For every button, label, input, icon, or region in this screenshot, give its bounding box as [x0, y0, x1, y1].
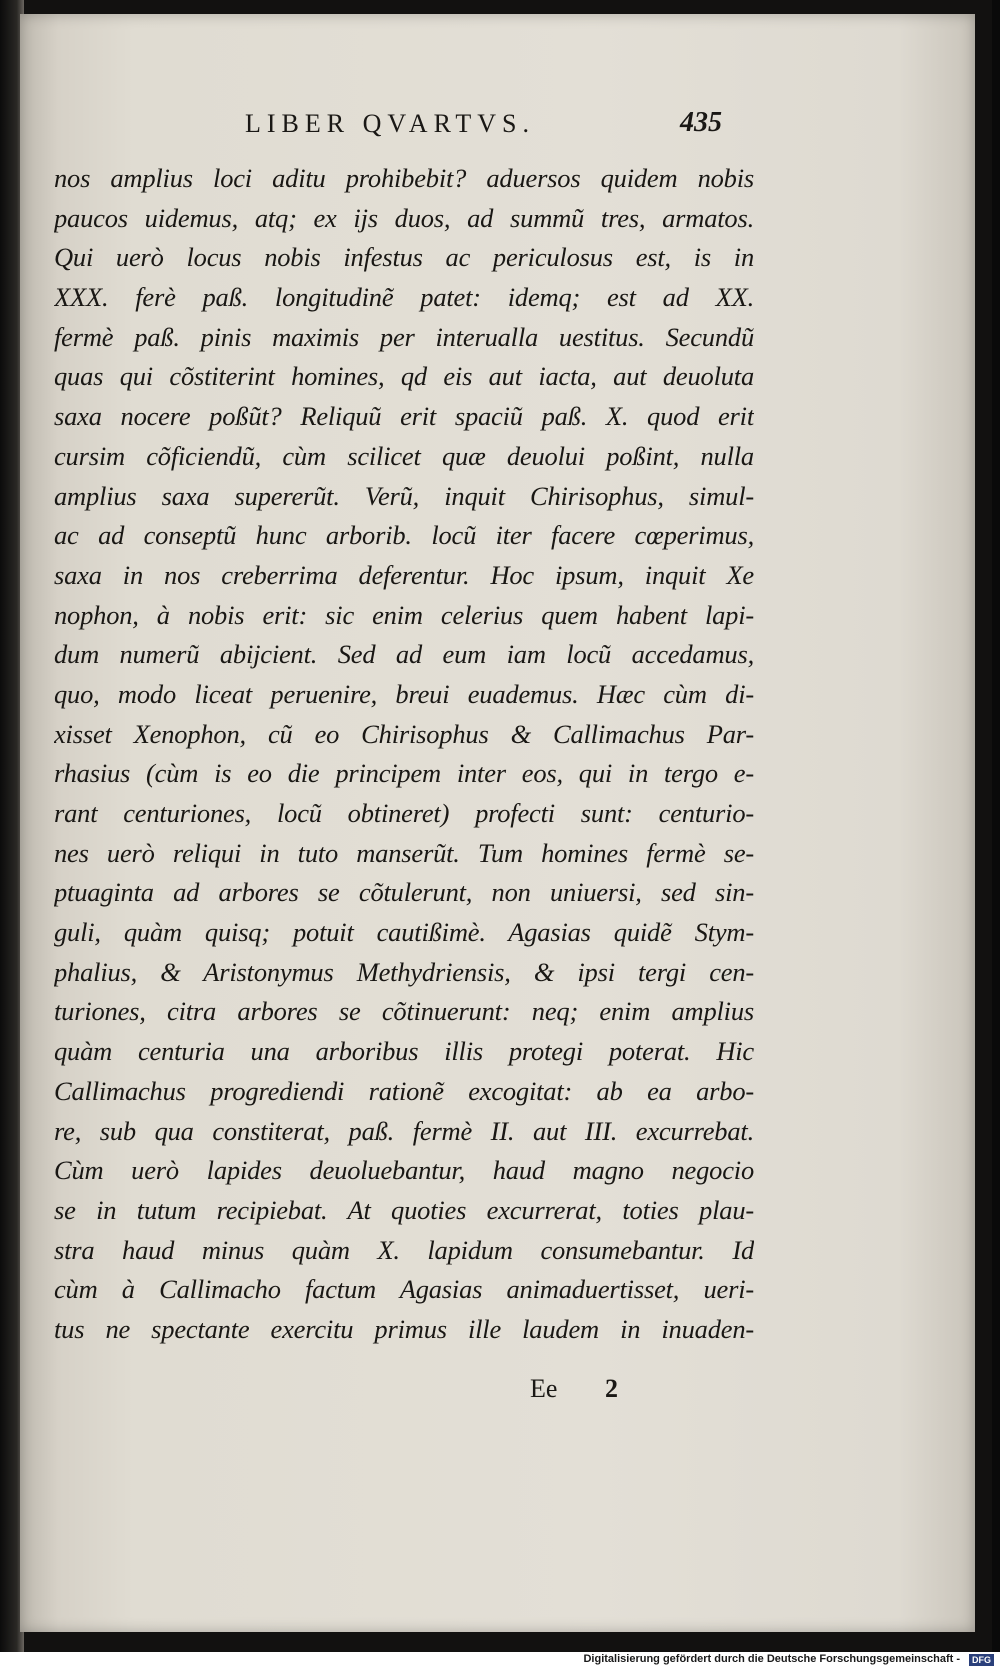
- text-line: xisset Xenophon, cũ eo Chirisophus & Callimachus Par-: [54, 718, 754, 749]
- text-line: XXX. ferè paß. longitudinẽ patet: idemq; est ad XX.: [54, 282, 754, 313]
- text-line: paucos uidemus, atq; ex ijs duos, ad summũ tres, armatos.: [54, 202, 754, 233]
- text-line: guli, quàm quisq; potuit cautißimè. Agasias quidẽ Stym-: [54, 917, 754, 948]
- text-line: amplius saxa supererũt. Verũ, inquit Chirisophus, simul-: [54, 480, 754, 511]
- funding-credit: Digitalisierung gefördert durch die Deutsche Forschungsgemeinschaft -: [583, 1653, 960, 1665]
- text-line: dum numerũ abijcient. Sed ad eum iam locũ accedamus,: [54, 639, 754, 670]
- running-title: LIBER QVARTVS.: [245, 109, 535, 138]
- running-head: [20, 109, 975, 149]
- signature-number: 2: [605, 1374, 618, 1403]
- signature-mark: [530, 1374, 730, 1414]
- text-line: Cùm uerò lapides deuoluebantur, haud magno negocio: [54, 1155, 754, 1186]
- text-line: Qui uerò locus nobis infestus ac periculosus est, is in: [54, 242, 754, 273]
- text-line: saxa in nos creberrima deferentur. Hoc ipsum, inquit Xe: [54, 559, 754, 590]
- text-line: Callimachus progrediendi rationẽ excogitat: ab ea arbo-: [54, 1075, 754, 1106]
- text-line: ac ad conseptũ hunc arborib. locũ iter facere cœperimus,: [54, 520, 754, 551]
- digitization-footer: [0, 1652, 1000, 1669]
- text-line: cursim cõficiendũ, cùm scilicet quæ deuolui poßint, nulla: [54, 440, 754, 471]
- text-line: nos amplius loci aditu prohibebit? aduersos quidem nobis: [54, 163, 754, 193]
- text-line: ptuaginta ad arbores se cõtulerunt, non uniuersi, sed sin-: [54, 877, 754, 908]
- text-line: nophon, à nobis erit: sic enim celerius quem habent lapi-: [54, 599, 754, 630]
- page-number: 435: [680, 107, 722, 138]
- text-line: rant centuriones, locũ obtineret) profecti sunt: centurio-: [54, 798, 754, 828]
- text-line: fermè paß. pinis maximis per interualla uestitus. Secundũ: [54, 321, 754, 352]
- dfg-logo: DFG: [969, 1654, 994, 1666]
- text-line: saxa nocere poßũt? Reliquũ erit spaciũ paß. X. quod erit: [54, 401, 754, 432]
- text-line: stra haud minus quàm X. lapidum consumebantur. Id: [54, 1234, 754, 1265]
- text-line: quo, modo liceat peruenire, breui euademus. Hæc cùm di-: [54, 678, 754, 709]
- book-page: [20, 14, 975, 1632]
- text-line: re, sub qua constiterat, paß. fermè II. aut III. excurrebat.: [54, 1115, 754, 1146]
- text-line: tus ne spectante exercitu primus ille laudem in inuaden-: [54, 1313, 754, 1344]
- text-line: quàm centuria una arboribus illis protegi poterat. Hic: [54, 1036, 754, 1067]
- text-line: quas qui cõstiterint homines, qd eis aut iacta, aut deuoluta: [54, 361, 754, 392]
- text-line: rhasius (cùm is eo die principem inter eos, qui in tergo e-: [54, 758, 754, 789]
- body-text: [54, 159, 754, 1350]
- text-line: se in tutum recipiebat. At quoties excurrerat, toties plau-: [54, 1194, 754, 1225]
- text-line: nes uerò reliqui in tuto manserũt. Tum homines fermè se-: [54, 837, 754, 868]
- text-line: phalius, & Aristonymus Methydriensis, & ipsi tergi cen-: [54, 956, 754, 987]
- scan-right-edge: [992, 0, 1000, 1652]
- signature-letters: Ee: [530, 1374, 558, 1403]
- text-line: turiones, citra arbores se cõtinuerunt: neq; enim amplius: [54, 996, 754, 1027]
- text-line: cùm à Callimacho factum Agasias animaduertisset, ueri-: [54, 1274, 754, 1305]
